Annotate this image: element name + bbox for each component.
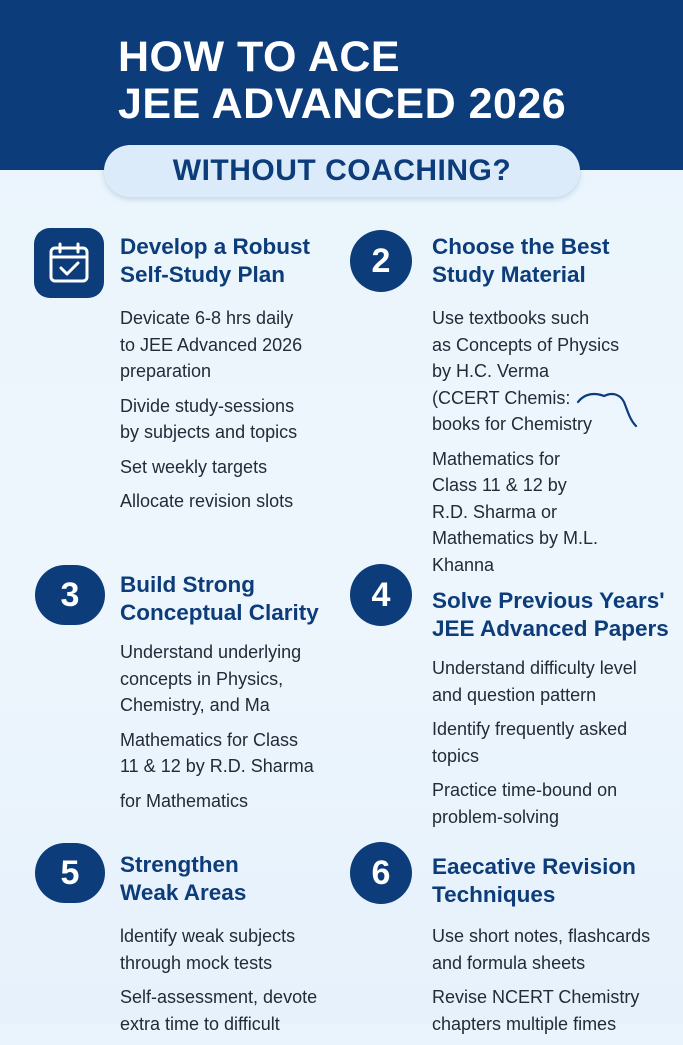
section-4-heading: Solve Previous Years' JEE Advanced Papers <box>432 588 669 641</box>
section-3-item: Mathematics for Class 11 & 12 by R.D. Sharma <box>120 729 314 776</box>
section-4-item: Understand difficulty level and question pattern <box>432 658 637 705</box>
section-6-item: Revise NCERT Chemistry chapters multiple fimes <box>432 987 640 1034</box>
section-4-item: Practice time-bound on problem-solving <box>432 780 618 827</box>
subtitle: WITHOUT COACHING? <box>172 154 512 187</box>
section-5-number-badge: 5 <box>35 843 105 903</box>
section-5-item: ldentify weak subjects through mock tests <box>120 926 296 973</box>
section-1-item: Devicate 6-8 hrs daily to JEE Advanced 2026 preparation <box>120 308 303 381</box>
page-title <box>118 34 566 128</box>
section-3-item: for Mathematics <box>120 790 249 811</box>
section-2-item: Mathematics for Class 11 & 12 by R.D. Sharma or Mathematics by M.L. Khanna <box>432 448 599 575</box>
section-3-number-badge: 3 <box>35 565 105 625</box>
section-6-heading: Eaecative Revision Techniques <box>432 854 636 907</box>
scribble-mark <box>576 388 640 432</box>
title-line-1: HOW TO ACE <box>118 33 401 81</box>
section-6-item: Use short notes, flashcards and formula sheets <box>432 926 651 973</box>
section-4-body <box>432 655 680 838</box>
section-2-number-badge: 2 <box>350 230 412 292</box>
section-2-body <box>432 305 672 586</box>
section-6-body <box>432 923 680 1045</box>
section-4-item: Identify frequently asked topics <box>432 719 628 766</box>
calendar-check-icon <box>34 228 104 298</box>
section-1-heading: Develop a Robust Self-Study Plan <box>120 234 311 287</box>
subtitle-pill <box>104 145 580 197</box>
section-5-heading: Strengthen Weak Areas <box>120 852 247 905</box>
section-2-item: Use textbooks such as Concepts of Physics by H.C. Verma (CCERT Chemis: books for Chemistry <box>432 308 620 434</box>
section-1-item: Divide study-sessions by subjects and topics <box>120 395 298 442</box>
section-5-item: Self-assessment, devote extra time to difficult <box>120 987 318 1034</box>
section-1-item: Allocate revision slots <box>120 491 294 511</box>
section-4-number-badge: 4 <box>350 564 412 626</box>
title-line-2: JEE ADVANCED 2026 <box>118 80 567 128</box>
section-2-heading: Choose the Best Study Material <box>432 234 610 287</box>
section-1-body <box>120 305 340 523</box>
section-3-item: Understand underlying concepts in Physics, Chemistry, and Ma <box>120 642 302 715</box>
section-5-body <box>120 923 340 1045</box>
section-3-heading: Build Strong Conceptual Clarity <box>120 572 319 625</box>
section-3-body <box>120 639 340 822</box>
section-1-item: Set weekly targets <box>120 456 268 477</box>
section-6-number-badge: 6 <box>350 842 412 904</box>
